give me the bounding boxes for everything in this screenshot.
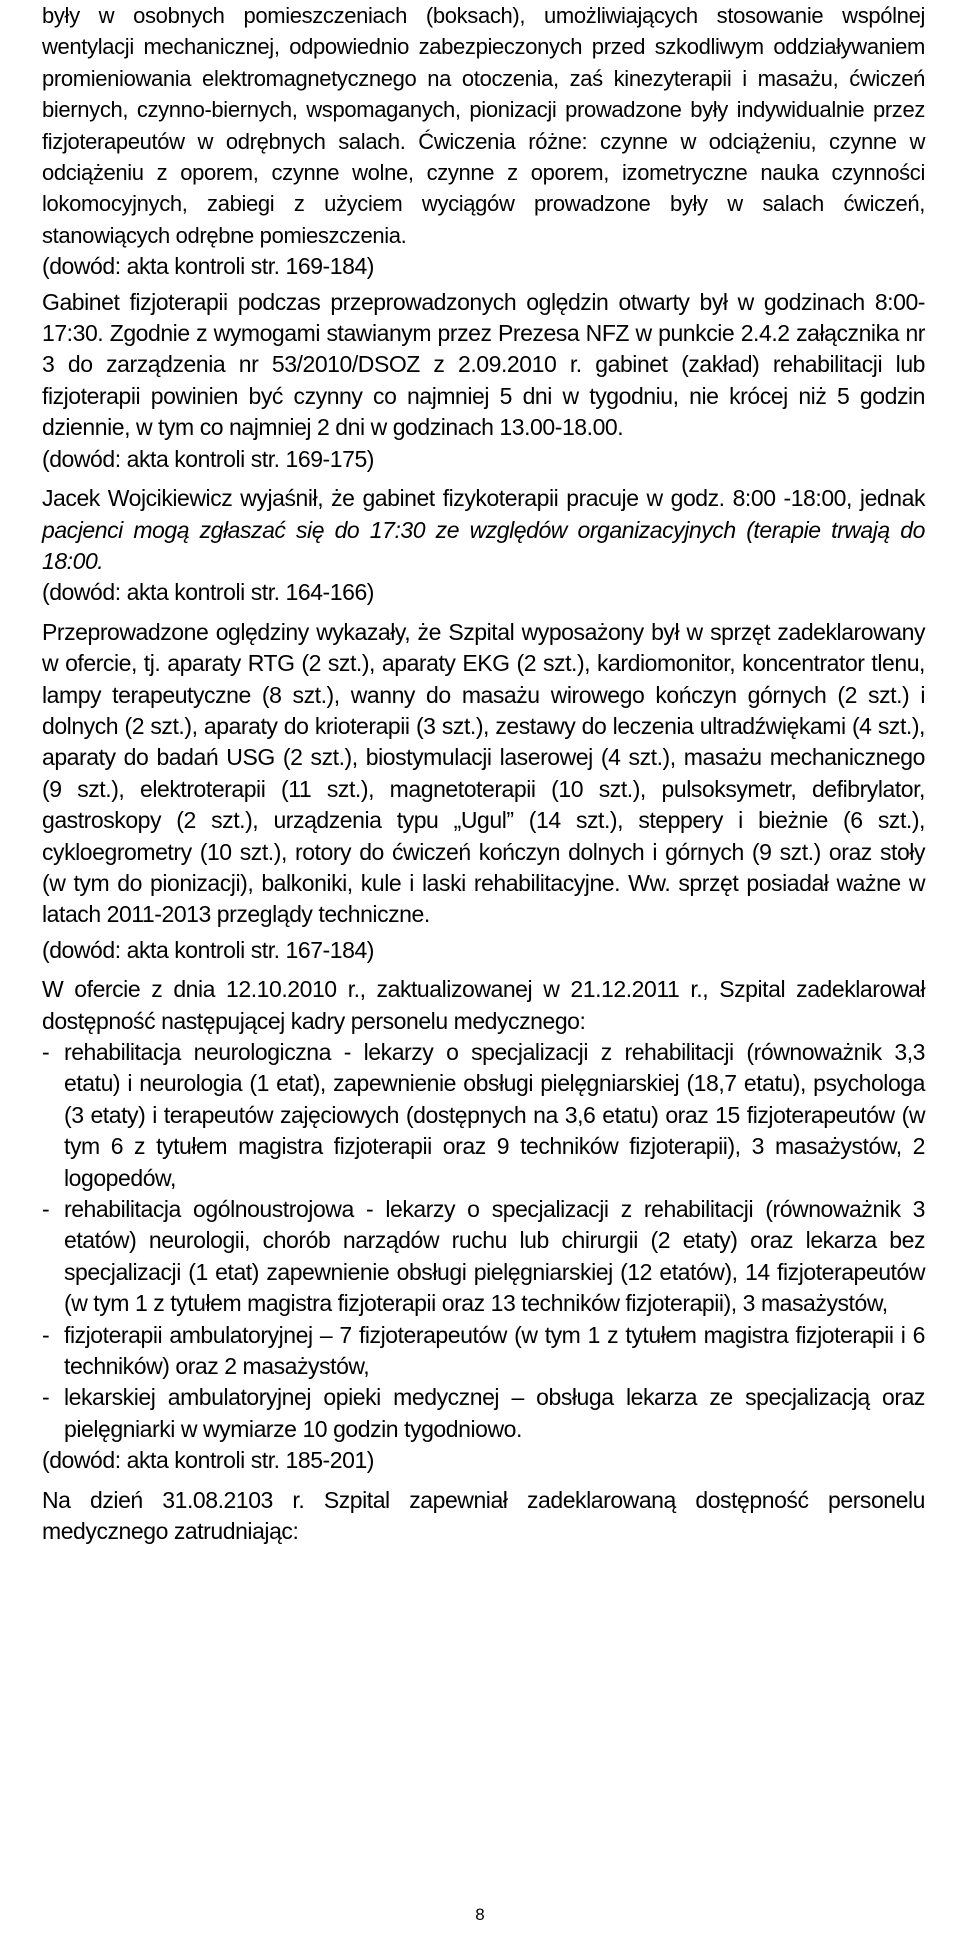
list-dash: - <box>42 1321 50 1348</box>
document-body <box>42 0 925 1548</box>
explanation-quote: pacjenci mogą zgłaszać się do 17:30 ze względów organizacyjnych (terapie trwają do 18:00. <box>42 516 925 574</box>
evidence-reference-1: (dowód: akta kontroli str. 169-184) <box>42 253 374 280</box>
spacer <box>42 1477 925 1485</box>
list-dash: - <box>42 1196 50 1223</box>
evidence-reference-2: (dowód: akta kontroli str. 169-175) <box>42 445 374 472</box>
page-number: 8 <box>475 1905 485 1924</box>
list-item <box>42 1382 925 1445</box>
paragraph-physiotherapy-rooms: były w osobnych pomieszczeniach (boksach), umożliwiających stosowanie wspólnej wentylacji mechanicznej, odpowiednio zabezpieczonych przed szkodliwym oddziaływaniem promieniowania elektromagnetycznego na otoczenia, zaś kinezyterapii i masażu, ćwiczeń biernych, czynno-biernych, wspomaganych, pionizacji prowadzone były indywidualnie przez fizjoterapeutów w odrębnych salach. Ćwiczenia różne: czynne w odciążeniu, czynne w odciążeniu z oporem, czynne wolne, czynne z oporem, izometryczne nauka czynności lokomocyjnych, zabiegi z użyciem wyciągów prowadzone były w salach ćwiczeń, stanowiących odrębne pomieszczenia. <box>42 3 925 248</box>
list-item-text: rehabilitacja ogólnoustrojowa - lekarzy o specjalizacji z rehabilitacji (równoważnik 3 etatów) neurologii, chorób narządów ruchu lub chirurgii (2 etaty) oraz lekarza bez specjalizacji (1 etat) zapewnienie obsługi pielęgniarskiej (12 etatów), 14 fizjoterapeutów (w tym 1 z tytułem magistra fizjoterapii oraz 13 techników fizjoterapii), 3 masażystów, <box>64 1196 925 1317</box>
evidence-reference-5: (dowód: akta kontroli str. 185-201) <box>42 1447 374 1474</box>
spacer <box>42 966 925 974</box>
paragraph-opening-hours: Gabinet fizjoterapii podczas przeprowadzonych oględzin otwarty był w godzinach 8:00-17:30. Zgodnie z wymogami stawianym przez Prezesa NFZ w punkcie 2.4.2 załącznika nr 3 do zarządzenia nr 53/2010/DSOZ z 2.09.2010 r. gabinet (zakład) rehabilitacji lub fizjoterapii powinien być czynny co najmniej 5 dni w tygodniu, nie krócej niż 5 godzin dziennie, w tym co najmniej 2 dni w godzinach 13.00-18.00. <box>42 288 925 441</box>
spacer <box>42 475 925 483</box>
list-item-text: lekarskiej ambulatoryjnej opieki medycznej – obsługa lekarza ze specjalizacją oraz pielęgniarki w wymiarze 10 godzin tygodniowo. <box>64 1384 925 1442</box>
paragraph-staff-status: Na dzień 31.08.2103 r. Szpital zapewniał zadeklarowaną dostępność personelu medycznego zatrudniając: <box>42 1486 925 1545</box>
paragraph-equipment: Przeprowadzone oględziny wykazały, że Szpital wyposażony był w sprzęt zadeklarowany w ofercie, tj. aparaty RTG (2 szt.), aparaty EKG (2 szt.), kardiomonitor, koncentrator tlenu, lampy terapeutyczne (8 szt.), wanny do masażu wirowego kończyn górnych (2 szt.) i dolnych (2 szt.), aparaty do krioterapii (3 szt.), zestawy do leczenia ultradźwiękami (4 szt.), aparaty do badań USG (2 szt.), biostymulacji laserowej (4 szt.), masażu mechanicznego (9 szt.), elektroterapii (11 szt.), magnetoterapii (10 szt.), pulsoksymetr, defibrylator, gastroskopy (2 szt.), urządzenia typu „Ugul” (14 szt.), steppery i bieżnie (6 szt.), cykloegrometry (10 szt.), rotory do ćwiczeń kończyn dolnych i górnych (9 szt.) oraz stoły (w tym do pionizacji), balkoniki, kule i laski rehabilitacyjne. Ww. sprzęt posiadał ważne w latach 2011-2013 przeglądy techniczne. <box>42 618 925 928</box>
list-dash: - <box>42 1384 50 1411</box>
paragraph-explanation <box>42 483 925 577</box>
paragraph-staff-offer: W ofercie z dnia 12.10.2010 r., zaktualizowanej w 21.12.2011 r., Szpital zadeklarował dostępność następującej kadry personelu medycznego: <box>42 976 925 1034</box>
list-item <box>42 1320 925 1383</box>
evidence-reference-4: (dowód: akta kontroli str. 167-184) <box>42 936 374 963</box>
staff-list <box>42 1037 925 1445</box>
list-item-text: fizjoterapii ambulatoryjnej – 7 fizjoterapeutów (w tym 1 z tytułem magistra fizjoterapii i 6 techników) oraz 2 masażystów, <box>64 1321 925 1380</box>
evidence-reference-3: (dowód: akta kontroli str. 164-166) <box>42 579 374 606</box>
spacer <box>42 609 925 617</box>
list-item <box>42 1194 925 1320</box>
list-item <box>42 1037 925 1194</box>
list-dash: - <box>42 1039 50 1065</box>
explanation-text: Jacek Wojcikiewicz wyjaśnił, że gabinet fizykoterapii pracuje w godz. 8:00 -18:00, jednak <box>42 485 925 512</box>
list-item-text: rehabilitacja neurologiczna - lekarzy o specjalizacji z rehabilitacji (równoważnik 3,3 etatu) i neurologia (1 etat), zapewnienie obsługi pielęgniarskiej (18,7 etatu), psychologa (3 etaty) i terapeutów zajęciowych (dostępnych na 3,6 etatu) oraz 15 fizjoterapeutów (w tym 6 z tytułem magistra fizjoterapii oraz 9 techników fizjoterapii), 3 masażystów, 2 logopedów, <box>64 1039 925 1191</box>
